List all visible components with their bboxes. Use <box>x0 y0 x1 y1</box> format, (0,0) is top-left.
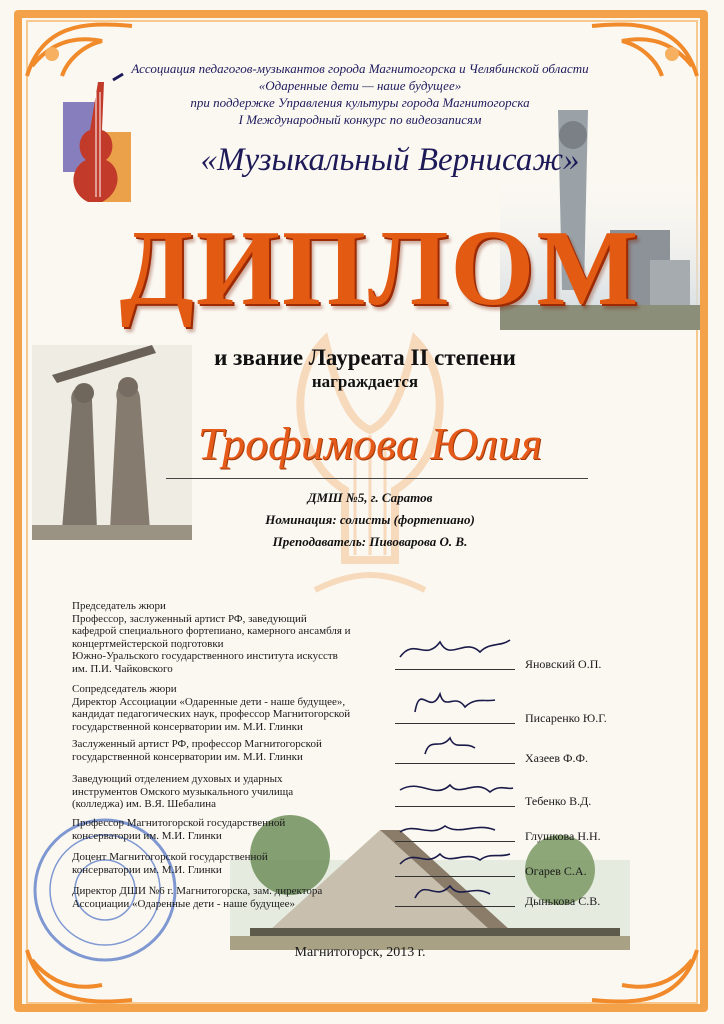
jury-name-1: Яновский О.П. <box>525 657 602 671</box>
jury-name-2: Писаренко Ю.Г. <box>525 711 607 725</box>
nomination-info: Номинация: солисты (фортепиано) <box>265 512 475 527</box>
signature-line-4 <box>395 806 515 807</box>
laureate-title: и звание Лауреата II степени <box>214 345 516 370</box>
teacher-info: Преподаватель: Пивоварова О. В. <box>272 534 468 549</box>
awarded-label: награждается <box>311 372 419 391</box>
jury-name-3: Хазеев Ф.Ф. <box>525 751 589 765</box>
jury-description-7: Директор ДШИ №6 г. Магнитогорска, зам. директора Ассоциации «Одаренные дети - наше будущее» <box>72 885 323 910</box>
signature-line-7 <box>395 906 515 907</box>
contest-title: «Музыкальный Вернисаж» <box>200 142 580 178</box>
jury-description-5: Профессор Магнитогорской государственной консерватории им. М.И. Глинки <box>72 817 286 842</box>
association-line-1: Ассоциация педагогов-музыкантов города Магнитогорска и Челябинской области <box>131 61 589 76</box>
corner-ornament-bottom-right <box>582 940 702 1010</box>
jury-name-5: Глушкова Н.Н. <box>525 829 601 843</box>
signature-3 <box>395 726 515 762</box>
association-line-4: I Международный конкурс по видеозаписям <box>238 112 482 127</box>
place-date: Магнитогорск, 2013 г. <box>294 945 426 960</box>
signature-line-1 <box>395 669 515 670</box>
signature-7 <box>395 872 515 908</box>
signature-6 <box>395 840 515 876</box>
jury-description-3: Заслуженный артист РФ, профессор Магнитогорской государственной консерватории им. М.И. Глинки <box>72 738 322 763</box>
jury-description-6: Доцент Магнитогорской государственной консерватории им. М.И. Глинки <box>72 851 268 876</box>
signature-2 <box>395 682 515 718</box>
jury-description-4: Заведующий отделением духовых и ударных инструментов Омского музыкального училища (колледжа) им. В.Я. Шебалина <box>72 773 294 810</box>
diploma-title: ДИПЛОМ <box>119 209 641 328</box>
winner-name: Трофимова Юлия <box>197 418 543 469</box>
association-line-2: «Одаренные дети — наше будущее» <box>258 78 462 93</box>
signature-4 <box>395 770 515 806</box>
association-header <box>100 60 620 128</box>
signature-1 <box>395 632 515 668</box>
winner-underline <box>166 478 588 479</box>
jury-name-4: Тебенко В.Д. <box>525 794 592 808</box>
jury-description-1: Председатель жюри Профессор, заслуженный артист РФ, заведующий кафедрой специального фортепиано, камерного ансамбля и концертмейстерской подготовки Южно-Уральского государственного института искусств им. П.И. Чайковского <box>72 600 351 675</box>
association-line-3: при поддержке Управления культуры города Магнитогорска <box>190 95 530 110</box>
jury-name-6: Огарев С.А. <box>525 864 587 878</box>
signature-line-3 <box>395 763 515 764</box>
jury-name-7: Дынькова С.В. <box>525 894 601 908</box>
jury-description-2: Сопредседатель жюри Директор Ассоциации «Одаренные дети - наше будущее», кандидат педагогических наук, профессор Магнитогорской государственной консерватории им. М.И. Глинки <box>72 683 351 733</box>
school-info: ДМШ №5, г. Саратов <box>307 490 433 505</box>
signature-line-2 <box>395 723 515 724</box>
